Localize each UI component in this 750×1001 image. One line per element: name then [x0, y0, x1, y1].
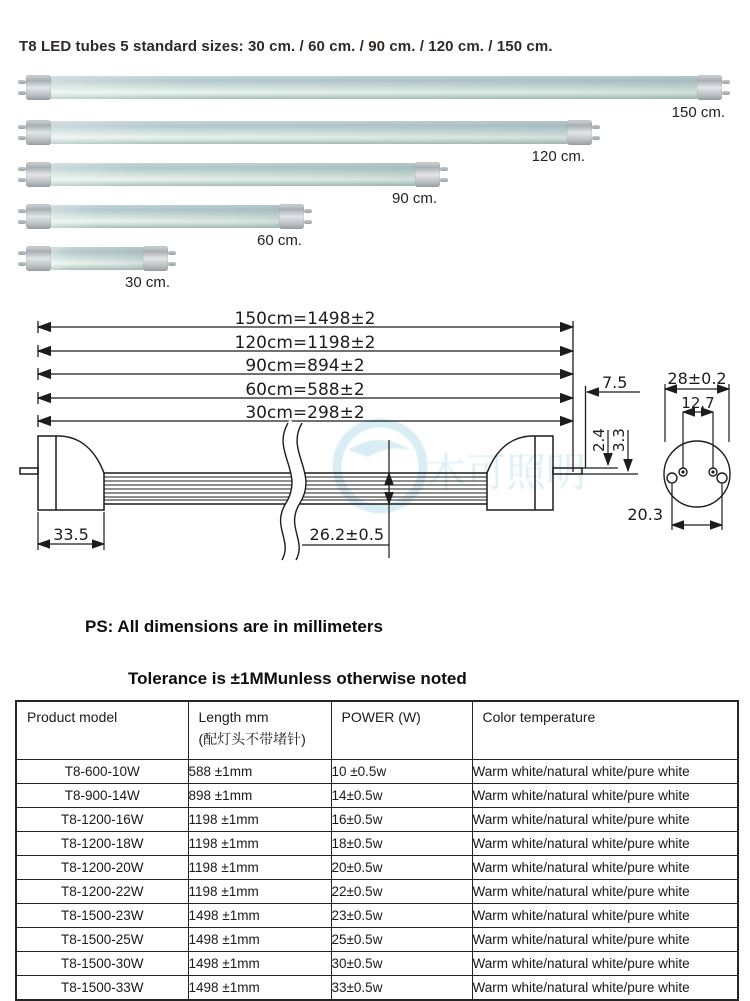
col-header-color: Color temperature — [472, 701, 738, 760]
cell-model: T8-1500-30W — [16, 952, 188, 976]
tube-endcap — [415, 162, 440, 187]
tube-photo-150cm — [18, 75, 730, 100]
col-header-power: POWER (W) — [331, 701, 472, 760]
tube-photo-60cm — [18, 204, 312, 229]
cell-length: 1498 ±1mm — [188, 928, 331, 952]
cell-length: 1498 ±1mm — [188, 904, 331, 928]
tube-pins-left — [18, 167, 26, 182]
dimension-labels — [235, 309, 376, 423]
page-title: T8 LED tubes 5 standard sizes: 30 cm. / 60 cm. / 90 cm. / 120 cm. / 150 cm. — [19, 38, 553, 55]
tube-label-60cm: 60 cm. — [256, 232, 302, 249]
cell-power: 30±0.5w — [331, 952, 472, 976]
cell-power: 20±0.5w — [331, 856, 472, 880]
tube-pins-left — [18, 251, 26, 266]
cell-color: Warm white/natural white/pure white — [472, 928, 738, 952]
tube-label-90cm: 90 cm. — [391, 190, 437, 207]
watermark-text: 木可照明 — [426, 450, 586, 496]
dimension-drawing — [0, 300, 750, 605]
dim-cap-length: 33.5 — [53, 525, 89, 544]
table-row — [16, 808, 738, 832]
cell-color: Warm white/natural white/pure white — [472, 784, 738, 808]
cell-power: 18±0.5w — [331, 832, 472, 856]
tube-label-30cm: 30 cm. — [124, 274, 170, 291]
tube-endcap — [567, 120, 592, 145]
cell-power: 25±0.5w — [331, 928, 472, 952]
tube-pins-left — [18, 125, 26, 140]
tube-body — [51, 247, 143, 270]
dim-60cm: 60cm=588±2 — [245, 380, 365, 400]
cell-power: 16±0.5w — [331, 808, 472, 832]
dim-cap-diameter: 28±0.2 — [667, 369, 727, 388]
table-row — [16, 904, 738, 928]
cell-color: Warm white/natural white/pure white — [472, 832, 738, 856]
cell-length: 1198 ±1mm — [188, 856, 331, 880]
dim-30cm: 30cm=298±2 — [245, 403, 365, 423]
tolerance-note: Tolerance is ±1MMunless otherwise noted — [128, 669, 467, 688]
tube-endcap — [26, 246, 51, 271]
tube-pins-left — [18, 80, 26, 95]
dim-150cm: 150cm=1498±2 — [234, 309, 376, 329]
table-row — [16, 976, 738, 1001]
tube-pins-left — [18, 209, 26, 224]
cell-length: 588 ±1mm — [188, 760, 331, 784]
tube-body — [51, 163, 415, 186]
cell-length: 1198 ±1mm — [188, 880, 331, 904]
tube-pins-right — [440, 167, 448, 182]
dim-hole-pitch: 20.3 — [627, 505, 663, 524]
table-row — [16, 880, 738, 904]
cell-length: 1498 ±1mm — [188, 952, 331, 976]
tube-label-120cm: 120 cm. — [531, 148, 585, 165]
cell-model: T8-600-10W — [16, 760, 188, 784]
tube-endcap — [26, 162, 51, 187]
cell-power: 10 ±0.5w — [331, 760, 472, 784]
cell-model: T8-900-14W — [16, 784, 188, 808]
cell-model: T8-1500-23W — [16, 904, 188, 928]
dim-pin-b: 3.3 — [610, 428, 628, 452]
dim-120cm: 120cm=1198±2 — [234, 333, 376, 353]
cell-model: T8-1200-20W — [16, 856, 188, 880]
cell-length: 1498 ±1mm — [188, 976, 331, 1001]
col-header-model: Product model — [16, 701, 188, 760]
tube-body — [51, 76, 697, 99]
tube-pins-right — [304, 209, 312, 224]
tube-endcap — [279, 204, 304, 229]
cell-color: Warm white/natural white/pure white — [472, 856, 738, 880]
cell-model: T8-1200-16W — [16, 808, 188, 832]
cell-power: 22±0.5w — [331, 880, 472, 904]
tube-endcap — [697, 75, 722, 100]
table-row — [16, 952, 738, 976]
dim-pin-pitch: 12.7 — [681, 394, 715, 412]
cell-color: Warm white/natural white/pure white — [472, 760, 738, 784]
table-row — [16, 856, 738, 880]
cell-power: 33±0.5w — [331, 976, 472, 1001]
tube-body — [51, 205, 279, 228]
dim-90cm: 90cm=894±2 — [245, 356, 365, 376]
tube-pins-right — [168, 251, 176, 266]
tube-endcap — [26, 120, 51, 145]
pin-dot — [681, 470, 684, 473]
tube-end-view — [664, 441, 730, 507]
spec-table — [15, 700, 739, 1001]
col-header-length — [188, 701, 331, 760]
cell-color: Warm white/natural white/pure white — [472, 952, 738, 976]
tube-photo-30cm — [18, 246, 176, 271]
cell-color: Warm white/natural white/pure white — [472, 880, 738, 904]
tube-endcap — [26, 204, 51, 229]
tube-body — [51, 121, 567, 144]
tube-endcap — [143, 246, 168, 271]
tube-photo-90cm — [18, 162, 448, 187]
cell-power: 23±0.5w — [331, 904, 472, 928]
length-header-note: (配灯头不带堵针) — [198, 730, 306, 747]
tube-pins-right — [722, 80, 730, 95]
cell-model: T8-1200-22W — [16, 880, 188, 904]
cell-color: Warm white/natural white/pure white — [472, 904, 738, 928]
cell-length: 1198 ±1mm — [188, 808, 331, 832]
ps-note: PS: All dimensions are in millimeters — [85, 617, 383, 636]
cell-model: T8-1500-33W — [16, 976, 188, 1001]
table-row — [16, 928, 738, 952]
table-row — [16, 832, 738, 856]
cell-model: T8-1200-18W — [16, 832, 188, 856]
cell-model: T8-1500-25W — [16, 928, 188, 952]
tube-pins-right — [592, 125, 600, 140]
tube-endcap — [26, 75, 51, 100]
table-header-row — [16, 701, 738, 760]
dim-tube-diameter: 26.2±0.5 — [309, 525, 384, 544]
cell-color: Warm white/natural white/pure white — [472, 808, 738, 832]
table-row — [16, 784, 738, 808]
length-header-text: Length mm — [198, 709, 269, 725]
tube-label-150cm: 150 cm. — [671, 104, 725, 121]
dim-pin-a: 2.4 — [590, 428, 608, 452]
cell-color: Warm white/natural white/pure white — [472, 976, 738, 1001]
cell-length: 1198 ±1mm — [188, 832, 331, 856]
cell-length: 898 ±1mm — [188, 784, 331, 808]
pin-dot — [711, 470, 714, 473]
dim-pin-length: 7.5 — [602, 373, 628, 392]
cell-power: 14±0.5w — [331, 784, 472, 808]
tube-photo-120cm — [18, 120, 600, 145]
table-row — [16, 760, 738, 784]
